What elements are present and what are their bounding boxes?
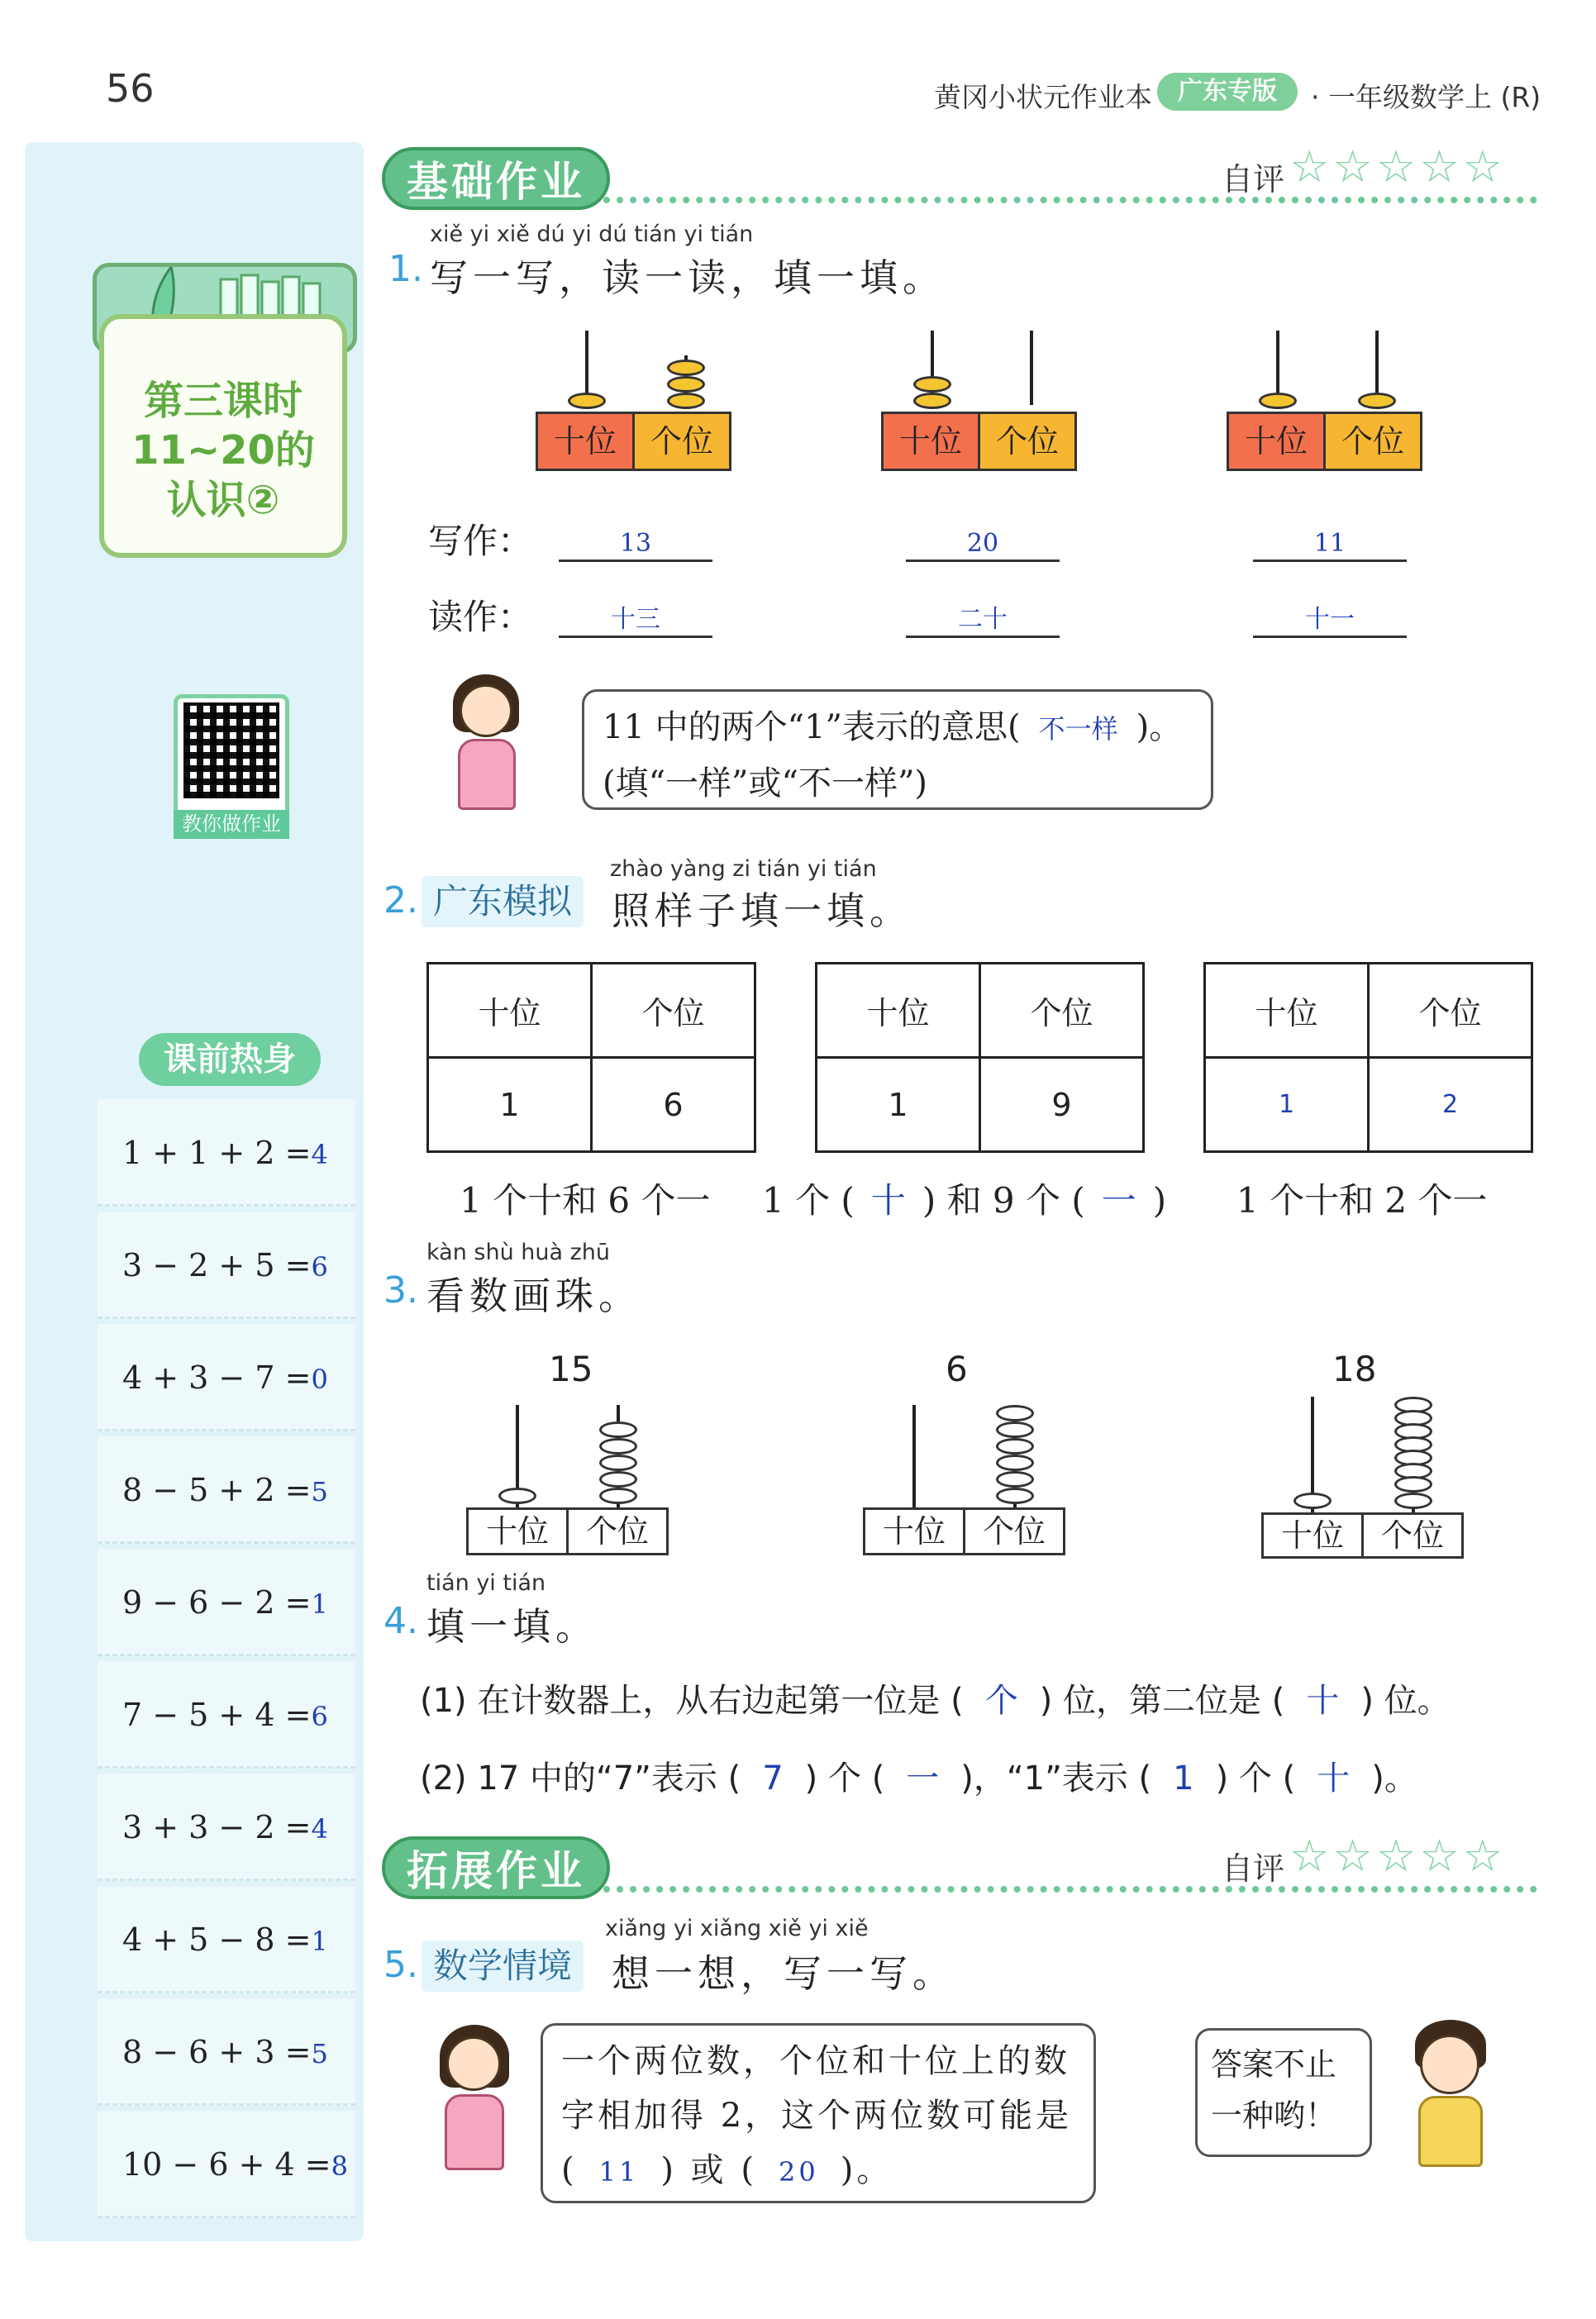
page-number: 56 bbox=[106, 66, 155, 111]
warmup-answer[interactable]: 1 bbox=[311, 1926, 328, 1957]
warmup-answer[interactable]: 5 bbox=[311, 1476, 328, 1507]
question-number: 1. bbox=[388, 248, 423, 290]
warmup-answer[interactable]: 6 bbox=[311, 1251, 328, 1283]
answer-read-1[interactable]: 十三 bbox=[559, 602, 712, 638]
pinyin-line: xiě yi xiě dú yi dú tián yi tián bbox=[430, 221, 754, 247]
question-tag: 数学情境 bbox=[422, 1940, 584, 1992]
book-title: 黄冈小状元作业本 bbox=[934, 81, 1152, 113]
question-number: 2. bbox=[384, 879, 418, 921]
warmup-expression: 8 − 5 + 2 = bbox=[122, 1472, 312, 1508]
question-text: 填一填。 bbox=[426, 1604, 598, 1649]
answer-written-2[interactable]: 20 bbox=[906, 526, 1060, 562]
pinyin-line: kàn shù huà zhū bbox=[426, 1240, 611, 1265]
warmup-expression: 9 − 6 − 2 = bbox=[122, 1584, 312, 1621]
girl-illustration bbox=[436, 674, 536, 815]
warmup-expression: 4 + 5 − 8 = bbox=[122, 1921, 312, 1958]
caption-1: 1 个十和 6 个一 bbox=[460, 1180, 711, 1221]
pinyin-line: zhào yàng zi tián yi tián bbox=[610, 856, 877, 882]
answer-written-1[interactable]: 13 bbox=[559, 526, 712, 562]
warmup-item bbox=[98, 1661, 355, 1769]
abacus-11: 十位 个位 bbox=[1227, 331, 1425, 475]
answer-written-3[interactable]: 11 bbox=[1253, 526, 1407, 562]
warmup-item bbox=[98, 2111, 355, 2218]
rating-stars[interactable]: ☆☆☆☆☆ bbox=[1289, 1830, 1507, 1882]
basic-homework-title: 基础作业 bbox=[382, 147, 610, 210]
question-tag: 广东模拟 bbox=[422, 876, 584, 927]
extended-homework-title: 拓展作业 bbox=[382, 1836, 610, 1899]
abacus-20: 十位 个位 bbox=[881, 331, 1079, 475]
place-value-table-2: 十位 个位 1 9 bbox=[815, 962, 1145, 1153]
divider bbox=[603, 1886, 1537, 1893]
answer-read-3[interactable]: 十一 bbox=[1253, 602, 1407, 638]
qr-label: 教你做作业 bbox=[174, 810, 289, 839]
place-value-table-3: 十位 个位 1 2 bbox=[1203, 962, 1533, 1153]
warmup-item bbox=[98, 1549, 355, 1656]
warmup-item bbox=[98, 1998, 355, 2106]
warmup-expression: 1 + 1 + 2 = bbox=[122, 1135, 312, 1171]
question-number: 4. bbox=[384, 1600, 418, 1642]
number-18: 18 bbox=[1332, 1349, 1377, 1389]
question-number: 3. bbox=[384, 1269, 418, 1312]
warmup-item bbox=[98, 1212, 355, 1319]
question-text: 写一写，读一读，填一填。 bbox=[430, 255, 946, 300]
caption-2: 1 个 ( 十 ) 和 9 个 ( 一 ) bbox=[762, 1180, 1167, 1221]
bead-abacus-18: 十位 个位 bbox=[1261, 1397, 1468, 1562]
speech-bubble-q5: 一个两位数，个位和十位上的数 字相加得 2，这个两位数可能是 ( 11 ) 或 ( 20 )。 bbox=[541, 2023, 1096, 2203]
self-eval-label: 自评 bbox=[1222, 1850, 1285, 1887]
edition-badge: 广东专版 bbox=[1157, 73, 1298, 111]
divider bbox=[603, 197, 1537, 203]
warmup-item bbox=[98, 1886, 355, 1993]
abacus-13: 十位 个位 bbox=[536, 331, 734, 475]
qr-code-icon[interactable] bbox=[183, 702, 279, 798]
warmup-expression: 10 − 6 + 4 = bbox=[122, 2146, 331, 2183]
bubble-answer[interactable]: 不一样 bbox=[1038, 713, 1118, 745]
question-text: 照样子填一填。 bbox=[612, 888, 912, 933]
warmup-item bbox=[98, 1436, 355, 1544]
warmup-item bbox=[98, 1324, 355, 1431]
question-text: 想一想，写一写。 bbox=[612, 1951, 955, 1996]
warmup-item bbox=[98, 1099, 355, 1207]
warmup-answer[interactable]: 4 bbox=[311, 1813, 328, 1845]
warmup-title: 课前热身 bbox=[139, 1033, 321, 1086]
warmup-answer[interactable]: 6 bbox=[311, 1701, 328, 1732]
bead-abacus-6: 十位 个位 bbox=[863, 1405, 1070, 1562]
read-label: 读作： bbox=[428, 597, 533, 637]
place-value-table-1: 十位 个位 1 6 bbox=[426, 962, 756, 1153]
boy-illustration bbox=[1397, 2020, 1504, 2177]
warmup-answer[interactable]: 4 bbox=[311, 1139, 328, 1170]
write-label: 写作： bbox=[428, 521, 533, 561]
warmup-expression: 8 − 6 + 3 = bbox=[122, 2034, 312, 2070]
speech-bubble: 11 中的两个“1”表示的意思( 不一样 )。 (填“一样”或“不一样”) bbox=[582, 689, 1213, 810]
girl-illustration bbox=[422, 2025, 529, 2174]
warmup-item bbox=[98, 1774, 355, 1881]
caption-3: 1 个十和 2 个一 bbox=[1236, 1180, 1488, 1221]
question-number: 5. bbox=[384, 1944, 418, 1986]
warmup-answer[interactable]: 1 bbox=[311, 1588, 328, 1620]
number-6: 6 bbox=[946, 1349, 968, 1389]
warmup-expression: 7 − 5 + 4 = bbox=[122, 1697, 312, 1733]
boy-speech-bubble: 答案不止 一种哟！ bbox=[1195, 2028, 1372, 2157]
warmup-expression: 3 + 3 − 2 = bbox=[122, 1809, 312, 1845]
pinyin-line: tián yi tián bbox=[426, 1570, 546, 1596]
warmup-answer[interactable]: 8 bbox=[331, 2150, 348, 2182]
question-text: 看数画珠。 bbox=[426, 1274, 641, 1318]
warmup-answer[interactable]: 0 bbox=[311, 1364, 328, 1395]
rating-stars[interactable]: ☆☆☆☆☆ bbox=[1289, 140, 1507, 193]
q4-line-2: (2) 17 中的“7”表示 ( 7 ) 个 ( 一 )，“1”表示 ( 1 ) 个 ( 十 )。 bbox=[420, 1759, 1417, 1798]
warmup-expression: 4 + 3 − 7 = bbox=[122, 1359, 312, 1396]
pinyin-line: xiǎng yi xiǎng xiě yi xiě bbox=[605, 1916, 869, 1941]
lesson-title: 第三课时 11~20的 认识② bbox=[131, 378, 315, 523]
warmup-expression: 3 − 2 + 5 = bbox=[122, 1247, 312, 1283]
answer-read-2[interactable]: 二十 bbox=[906, 602, 1060, 638]
grade-label: · 一年级数学上 (R) bbox=[1311, 81, 1541, 113]
self-eval-label: 自评 bbox=[1222, 161, 1285, 198]
warmup-answer[interactable]: 5 bbox=[311, 2038, 328, 2069]
bead-abacus-15: 十位 个位 bbox=[466, 1405, 673, 1562]
q4-line-1: (1) 在计数器上，从右边起第一位是 ( 个 ) 位，第二位是 ( 十 ) 位。 bbox=[420, 1682, 1451, 1720]
number-15: 15 bbox=[549, 1349, 593, 1389]
